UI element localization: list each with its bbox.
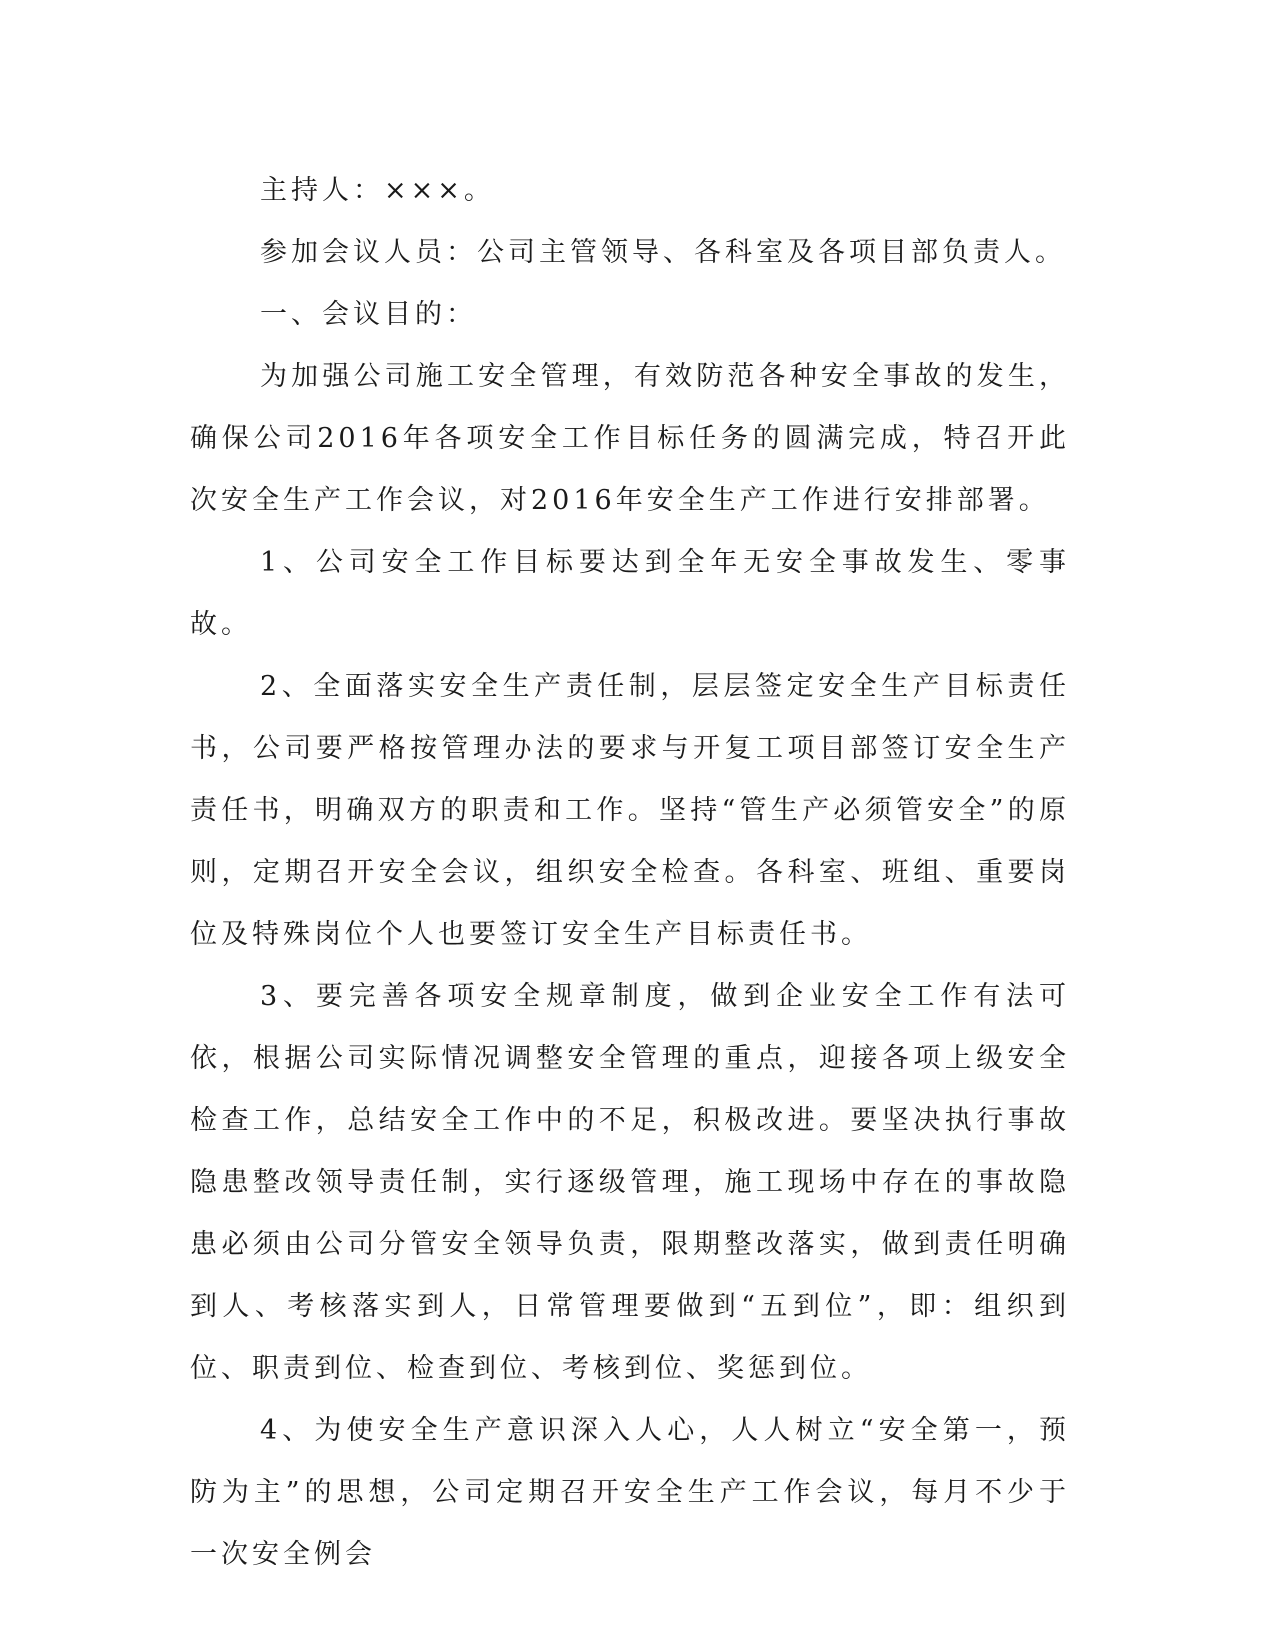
item-3-paragraph: 3、要完善各项安全规章制度，做到企业安全工作有法可依，根据公司实际情况调整安全管理的重点，迎接各项上级安全检查工作，总结安全工作中的不足，积极改进。要坚决执行事故隐患整改领导责任制，实行逐级管理，施工现场中存在的事故隐患必须由公司分管安全领导负责，限期整改落实，做到责任明确到人、考核落实到人，日常管理要做到“五到位”，即：组织到位、职责到位、检查到位、考核到位、奖惩到位。 <box>190 981 1070 1384</box>
document-body <box>190 160 1070 1586</box>
attendees-line: 参加会议人员：公司主管领导、各科室及各项目部负责人。 <box>260 237 1066 268</box>
section-heading-purpose: 一、会议目的： <box>260 299 477 330</box>
host-line: 主持人：×××。 <box>260 175 495 206</box>
purpose-paragraph: 为加强公司施工安全管理，有效防范各种安全事故的发生，确保公司2016年各项安全工作目标任务的圆满完成，特召开此次安全生产工作会议，对2016年安全生产工作进行安排部署。 <box>190 361 1070 516</box>
item-2-paragraph: 2、全面落实安全生产责任制，层层签定安全生产目标责任书，公司要严格按管理办法的要求与开复工项目部签订安全生产责任书，明确双方的职责和工作。坚持“管生产必须管安全”的原则，定期召开安全会议，组织安全检查。各科室、班组、重要岗位及特殊岗位个人也要签订安全生产目标责任书。 <box>190 671 1070 950</box>
item-4-paragraph: 4、为使安全生产意识深入人心，人人树立“安全第一，预防为主”的思想，公司定期召开安全生产工作会议，每月不少于一次安全例会 <box>190 1415 1070 1570</box>
item-1-paragraph: 1、公司安全工作目标要达到全年无安全事故发生、零事故。 <box>190 547 1070 640</box>
